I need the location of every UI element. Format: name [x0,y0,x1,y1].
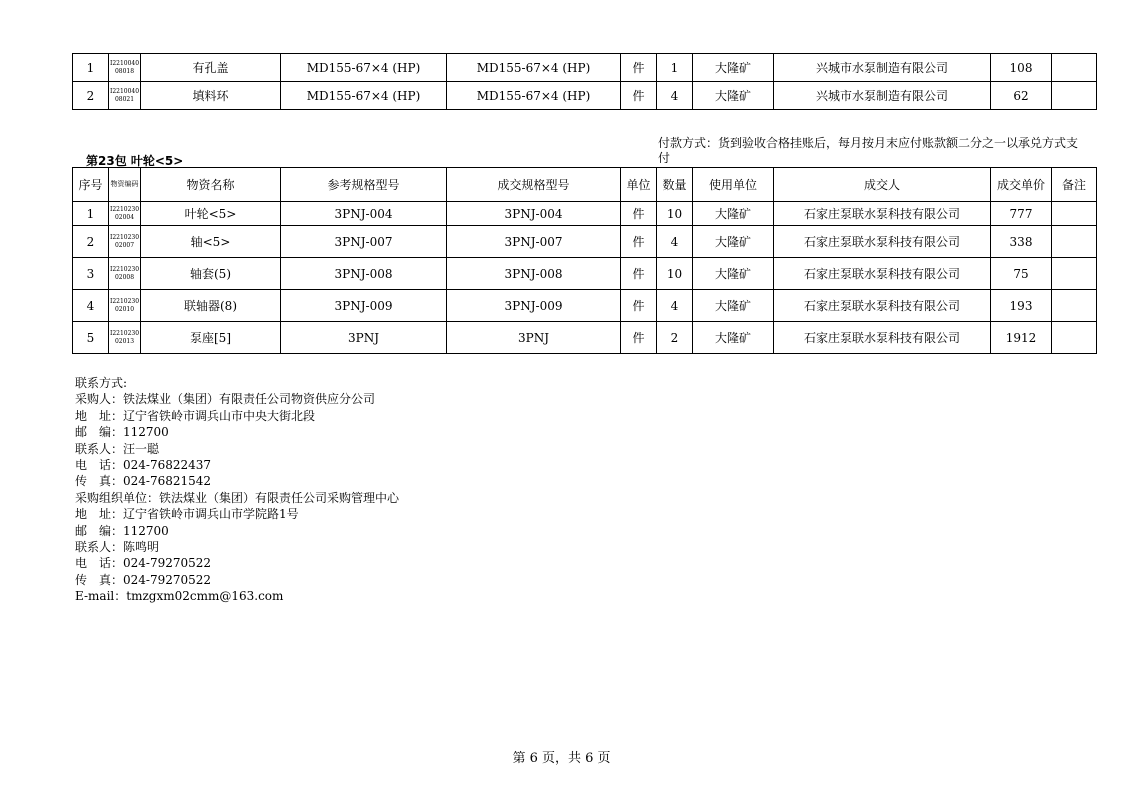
cell-unit: 件 [621,258,657,290]
cell-price: 108 [991,54,1052,82]
cell-unit: 件 [621,54,657,82]
contact-line: 传 真：024-76821542 [75,474,212,489]
contact-line: 联系人：汪一聪 [75,441,160,456]
cell-seq: 4 [73,290,109,322]
page-footer: 第 6 页，共 6 页 [512,751,611,766]
cell-qty: 4 [657,226,693,258]
contact-line: 地 址：辽宁省铁岭市调兵山市学院路1号 [75,507,299,522]
cell-seq: 1 [73,202,109,226]
table-header-row [73,168,1097,202]
cell-ref-spec: 3PNJ-004 [281,202,447,226]
cell-code: I221023002010 [109,290,141,322]
contact-line: 邮 编：112700 [75,523,169,538]
contact-line: 联系人：陈鸣明 [75,540,160,555]
cell-deal-spec: 3PNJ [447,322,621,354]
cell-note [1052,322,1097,354]
header-user: 使用单位 [693,168,774,202]
cell-name: 联轴器(8) [141,290,281,322]
cell-qty: 1 [657,54,693,82]
cell-deal-spec: 3PNJ-009 [447,290,621,322]
cell-user: 大隆矿 [693,226,774,258]
cell-user: 大隆矿 [693,258,774,290]
cell-seq: 5 [73,322,109,354]
contact-line: 采购人：铁法煤业（集团）有限责任公司物资供应分公司 [75,392,376,407]
header-price: 成交单价 [991,168,1052,202]
package-23-table [72,167,1097,354]
cell-price: 75 [991,258,1052,290]
cell-unit: 件 [621,202,657,226]
cell-note [1052,202,1097,226]
cell-deal-spec: MD155-67×4 (HP) [447,54,621,82]
table-row [73,290,1097,322]
cell-name: 轴<5> [141,226,281,258]
header-qty: 数量 [657,168,693,202]
cell-note [1052,82,1097,110]
cell-winner: 石家庄泵联水泵科技有限公司 [774,258,991,290]
table-row [73,82,1097,110]
cell-price: 193 [991,290,1052,322]
cell-note [1052,226,1097,258]
cell-note [1052,54,1097,82]
cell-name: 填料环 [141,82,281,110]
cell-winner: 石家庄泵联水泵科技有限公司 [774,226,991,258]
cell-name: 叶轮<5> [141,202,281,226]
cell-seq: 2 [73,226,109,258]
cell-winner: 石家庄泵联水泵科技有限公司 [774,202,991,226]
contact-line: E-mail：tmzgxm02cmm@163.com [75,589,284,604]
cell-seq: 1 [73,54,109,82]
cell-winner: 石家庄泵联水泵科技有限公司 [774,322,991,354]
header-code: 物资编码 [109,168,141,202]
cell-name: 泵座[5] [141,322,281,354]
cell-seq: 3 [73,258,109,290]
contact-line: 邮 编：112700 [75,425,169,440]
cell-code: I221023002013 [109,322,141,354]
contact-line: 地 址：辽宁省铁岭市调兵山市中央大街北段 [75,408,316,423]
cell-qty: 4 [657,82,693,110]
contact-line: 电 话：024-79270522 [75,556,212,571]
cell-qty: 2 [657,322,693,354]
table-row [73,54,1097,82]
cell-unit: 件 [621,82,657,110]
header-deal-spec: 成交规格型号 [447,168,621,202]
cell-winner: 兴城市水泵制造有限公司 [774,54,991,82]
cell-price: 1912 [991,322,1052,354]
cell-unit: 件 [621,322,657,354]
contact-info [75,375,399,605]
cell-code: I221004008018 [109,54,141,82]
cell-ref-spec: 3PNJ-008 [281,258,447,290]
cell-name: 轴套(5) [141,258,281,290]
cell-note [1052,258,1097,290]
table-row [73,226,1097,258]
contact-line: 电 话：024-76822437 [75,458,212,473]
contact-line: 采购组织单位：铁法煤业（集团）有限责任公司采购管理中心 [75,490,400,505]
header-note: 备注 [1052,168,1097,202]
cell-user: 大隆矿 [693,202,774,226]
header-ref-spec: 参考规格型号 [281,168,447,202]
header-seq: 序号 [73,168,109,202]
cell-user: 大隆矿 [693,322,774,354]
cell-ref-spec: 3PNJ-009 [281,290,447,322]
header-name: 物资名称 [141,168,281,202]
cell-unit: 件 [621,226,657,258]
contact-heading: 联系方式: [75,376,128,390]
cell-price: 777 [991,202,1052,226]
cell-deal-spec: MD155-67×4 (HP) [447,82,621,110]
cell-code: I221023002004 [109,202,141,226]
cell-deal-spec: 3PNJ-004 [447,202,621,226]
cell-code: I221023002007 [109,226,141,258]
cell-price: 338 [991,226,1052,258]
header-unit: 单位 [621,168,657,202]
cell-qty: 10 [657,258,693,290]
cell-qty: 4 [657,290,693,322]
cell-ref-spec: MD155-67×4 (HP) [281,54,447,82]
cell-user: 大隆矿 [693,290,774,322]
cell-note [1052,290,1097,322]
cell-ref-spec: 3PNJ-007 [281,226,447,258]
previous-package-table [72,53,1097,110]
payment-terms: 付款方式：货到验收合格挂账后，每月按月末应付账款额二分之一以承兑方式支付 [658,136,1079,165]
cell-code: I221004008021 [109,82,141,110]
cell-winner: 兴城市水泵制造有限公司 [774,82,991,110]
cell-deal-spec: 3PNJ-007 [447,226,621,258]
table-row [73,322,1097,354]
cell-name: 有孔盖 [141,54,281,82]
cell-code: I221023002008 [109,258,141,290]
cell-qty: 10 [657,202,693,226]
cell-ref-spec: MD155-67×4 (HP) [281,82,447,110]
cell-winner: 石家庄泵联水泵科技有限公司 [774,290,991,322]
table-row [73,258,1097,290]
cell-user: 大隆矿 [693,54,774,82]
cell-unit: 件 [621,290,657,322]
cell-user: 大隆矿 [693,82,774,110]
cell-ref-spec: 3PNJ [281,322,447,354]
contact-line: 传 真：024-79270522 [75,572,212,587]
cell-price: 62 [991,82,1052,110]
cell-deal-spec: 3PNJ-008 [447,258,621,290]
cell-seq: 2 [73,82,109,110]
table-row [73,202,1097,226]
header-winner: 成交人 [774,168,991,202]
package-title: 第23包 叶轮<5> [86,154,184,168]
